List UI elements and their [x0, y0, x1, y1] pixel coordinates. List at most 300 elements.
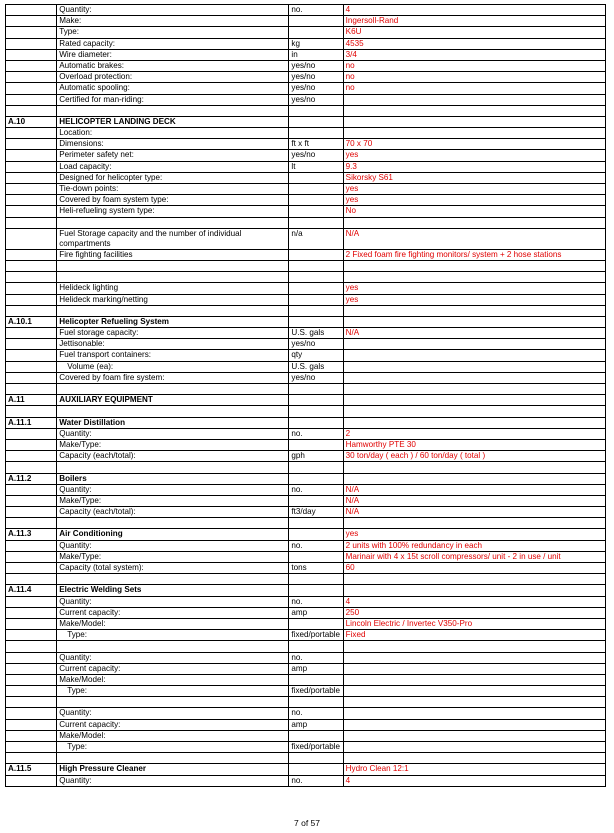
field-label: Location: [57, 128, 289, 139]
section-number [6, 16, 57, 27]
value-cell [343, 94, 605, 105]
section-number: A.10 [6, 116, 57, 127]
section-number [6, 49, 57, 60]
field-label: Helideck marking/netting [57, 294, 289, 305]
table-row [6, 38, 606, 49]
unit-cell [289, 305, 343, 316]
table-row [6, 730, 606, 741]
section-number [6, 742, 57, 753]
field-label: Make/Type: [57, 439, 289, 450]
table-row [6, 618, 606, 629]
section-number [6, 249, 57, 260]
blank-row [6, 753, 606, 764]
value-cell [343, 574, 605, 585]
field-label: Make/Model: [57, 674, 289, 685]
table-row [6, 507, 606, 518]
table-row [6, 607, 606, 618]
field-label: Capacity (total system): [57, 563, 289, 574]
blank-row [6, 105, 606, 116]
unit-cell: tons [289, 563, 343, 574]
unit-cell [289, 249, 343, 260]
unit-cell: no. [289, 596, 343, 607]
unit-cell: no. [289, 484, 343, 495]
section-number: A.11.3 [6, 529, 57, 540]
unit-cell: n/a [289, 228, 343, 249]
value-cell [343, 730, 605, 741]
table-row [6, 361, 606, 372]
blank-row [6, 384, 606, 395]
section-number [6, 618, 57, 629]
table-row [6, 563, 606, 574]
value-cell: 60 [343, 563, 605, 574]
blank-row [6, 641, 606, 652]
section-number [6, 551, 57, 562]
field-label: Electric Welding Sets [57, 585, 289, 596]
value-cell: Hamworthy PTE 30 [343, 439, 605, 450]
section-number [6, 294, 57, 305]
table-row [6, 708, 606, 719]
field-label: Type: [57, 27, 289, 38]
value-cell: yes [343, 195, 605, 206]
field-label: Type: [57, 742, 289, 753]
field-label [57, 384, 289, 395]
value-cell [343, 350, 605, 361]
section-number [6, 27, 57, 38]
unit-cell: no. [289, 652, 343, 663]
section-number [6, 60, 57, 71]
unit-cell [289, 384, 343, 395]
section-number [6, 607, 57, 618]
section-number [6, 38, 57, 49]
value-cell [343, 305, 605, 316]
unit-cell: gph [289, 451, 343, 462]
field-label: Perimeter safety net: [57, 150, 289, 161]
unit-cell: fixed/portable [289, 630, 343, 641]
table-row [6, 83, 606, 94]
section-number [6, 719, 57, 730]
section-number [6, 217, 57, 228]
value-cell: N/A [343, 484, 605, 495]
table-row [6, 484, 606, 495]
section-number [6, 228, 57, 249]
blank-row [6, 574, 606, 585]
field-label: Load capacity: [57, 161, 289, 172]
table-row [6, 294, 606, 305]
value-cell [343, 719, 605, 730]
unit-cell [289, 16, 343, 27]
section-number [6, 105, 57, 116]
value-cell [343, 708, 605, 719]
table-row [6, 60, 606, 71]
field-label: Boilers [57, 473, 289, 484]
field-label: Current capacity: [57, 607, 289, 618]
table-row [6, 439, 606, 450]
section-number [6, 94, 57, 105]
field-label: Fire fighting facilities [57, 249, 289, 260]
field-label [57, 260, 289, 271]
field-label [57, 272, 289, 283]
unit-cell: yes/no [289, 94, 343, 105]
field-label: Wire diameter: [57, 49, 289, 60]
section-number [6, 507, 57, 518]
section-number [6, 406, 57, 417]
unit-cell: no. [289, 428, 343, 439]
value-cell [343, 361, 605, 372]
section-number [6, 563, 57, 574]
blank-row [6, 305, 606, 316]
field-label: Overload protection: [57, 72, 289, 83]
section-number [6, 128, 57, 139]
field-label [57, 574, 289, 585]
value-cell [343, 462, 605, 473]
unit-cell: in [289, 49, 343, 60]
value-cell: K6U [343, 27, 605, 38]
table-row [6, 150, 606, 161]
section-number [6, 730, 57, 741]
table-row [6, 719, 606, 730]
field-label: Automatic brakes: [57, 60, 289, 71]
unit-cell [289, 283, 343, 294]
table-row [6, 350, 606, 361]
unit-cell: yes/no [289, 72, 343, 83]
field-label: High Pressure Cleaner [57, 764, 289, 775]
unit-cell [289, 473, 343, 484]
unit-cell: amp [289, 607, 343, 618]
table-row [6, 5, 606, 16]
value-cell: 30 ton/day ( each ) / 60 ton/day ( total ) [343, 451, 605, 462]
unit-cell [289, 27, 343, 38]
unit-cell [289, 206, 343, 217]
unit-cell: yes/no [289, 83, 343, 94]
field-label: Current capacity: [57, 663, 289, 674]
unit-cell [289, 417, 343, 428]
unit-cell: U.S. gals [289, 361, 343, 372]
section-number [6, 540, 57, 551]
unit-cell [289, 316, 343, 327]
value-cell: yes [343, 529, 605, 540]
value-cell: Marinair with 4 x 15t scroll compressors/ unit - 2 in use / unit [343, 551, 605, 562]
blank-row [6, 217, 606, 228]
value-cell: Fixed [343, 630, 605, 641]
table-row [6, 316, 606, 327]
table-row [6, 395, 606, 406]
value-cell [343, 697, 605, 708]
value-cell [343, 686, 605, 697]
value-cell: 2 units with 100% redundancy in each [343, 540, 605, 551]
section-number [6, 172, 57, 183]
unit-cell [289, 184, 343, 195]
unit-cell: kg [289, 38, 343, 49]
unit-cell [289, 674, 343, 685]
value-cell: 70 x 70 [343, 139, 605, 150]
spec-sheet [5, 4, 606, 787]
value-cell: N/A [343, 507, 605, 518]
field-label [57, 697, 289, 708]
field-label: Quantity: [57, 428, 289, 439]
section-number [6, 350, 57, 361]
value-cell: yes [343, 283, 605, 294]
section-number [6, 72, 57, 83]
field-label: Covered by foam system type: [57, 195, 289, 206]
section-number [6, 339, 57, 350]
field-label: Helicopter Refueling System [57, 316, 289, 327]
value-cell [343, 663, 605, 674]
field-label: Automatic spooling: [57, 83, 289, 94]
value-cell: Sikorsky S61 [343, 172, 605, 183]
field-label [57, 518, 289, 529]
section-number: A.11.5 [6, 764, 57, 775]
section-number [6, 384, 57, 395]
table-row [6, 172, 606, 183]
value-cell [343, 217, 605, 228]
section-number [6, 5, 57, 16]
value-cell [343, 395, 605, 406]
field-label: Fuel storage capacity: [57, 328, 289, 339]
unit-cell [289, 495, 343, 506]
section-number [6, 641, 57, 652]
field-label: Make: [57, 16, 289, 27]
section-number: A.11.1 [6, 417, 57, 428]
table-row [6, 139, 606, 150]
field-label: Helideck lighting [57, 283, 289, 294]
field-label: Quantity: [57, 5, 289, 16]
section-number [6, 674, 57, 685]
field-label: HELICOPTER LANDING DECK [57, 116, 289, 127]
table-row [6, 428, 606, 439]
value-cell [343, 742, 605, 753]
field-label: Capacity (each/total): [57, 451, 289, 462]
table-row [6, 540, 606, 551]
section-number [6, 139, 57, 150]
value-cell: 9.3 [343, 161, 605, 172]
unit-cell [289, 294, 343, 305]
table-row [6, 161, 606, 172]
table-row [6, 451, 606, 462]
field-label [57, 641, 289, 652]
blank-row [6, 272, 606, 283]
table-row [6, 495, 606, 506]
table-row [6, 775, 606, 786]
unit-cell: yes/no [289, 372, 343, 383]
field-label [57, 217, 289, 228]
section-number [6, 206, 57, 217]
table-row [6, 249, 606, 260]
field-label: Type: [57, 686, 289, 697]
value-cell [343, 641, 605, 652]
unit-cell [289, 195, 343, 206]
value-cell [343, 406, 605, 417]
section-number: A.11.2 [6, 473, 57, 484]
value-cell [343, 585, 605, 596]
section-number [6, 708, 57, 719]
table-row [6, 16, 606, 27]
value-cell: 4 [343, 775, 605, 786]
unit-cell: yes/no [289, 339, 343, 350]
section-number [6, 83, 57, 94]
section-number [6, 451, 57, 462]
unit-cell [289, 551, 343, 562]
value-cell: Hydro Clean 12:1 [343, 764, 605, 775]
field-label [57, 462, 289, 473]
value-cell: yes [343, 294, 605, 305]
table-row [6, 94, 606, 105]
unit-cell [289, 462, 343, 473]
table-row [6, 585, 606, 596]
value-cell: yes [343, 184, 605, 195]
unit-cell: yes/no [289, 60, 343, 71]
section-number [6, 195, 57, 206]
table-row [6, 630, 606, 641]
field-label: Volume (ea): [57, 361, 289, 372]
section-number [6, 663, 57, 674]
field-label [57, 406, 289, 417]
unit-cell [289, 518, 343, 529]
value-cell: 4 [343, 596, 605, 607]
section-number [6, 150, 57, 161]
table-row [6, 764, 606, 775]
value-cell [343, 473, 605, 484]
section-number [6, 518, 57, 529]
unit-cell [289, 272, 343, 283]
table-row [6, 372, 606, 383]
unit-cell: ft x ft [289, 139, 343, 150]
unit-cell [289, 217, 343, 228]
table-row [6, 206, 606, 217]
field-label [57, 753, 289, 764]
unit-cell: yes/no [289, 150, 343, 161]
section-number [6, 260, 57, 271]
unit-cell [289, 764, 343, 775]
table-row [6, 27, 606, 38]
value-cell: Lincoln Electric / Invertec V350-Pro [343, 618, 605, 629]
field-label: Make/Model: [57, 730, 289, 741]
value-cell [343, 316, 605, 327]
value-cell [343, 128, 605, 139]
table-row [6, 417, 606, 428]
unit-cell: amp [289, 663, 343, 674]
unit-cell [289, 529, 343, 540]
table-row [6, 551, 606, 562]
blank-row [6, 518, 606, 529]
unit-cell [289, 260, 343, 271]
section-number [6, 652, 57, 663]
table-row [6, 49, 606, 60]
value-cell [343, 652, 605, 663]
unit-cell [289, 172, 343, 183]
value-cell: N/A [343, 328, 605, 339]
field-label: Quantity: [57, 484, 289, 495]
field-label [57, 305, 289, 316]
unit-cell: ft3/day [289, 507, 343, 518]
table-row [6, 596, 606, 607]
unit-cell: no. [289, 5, 343, 16]
blank-row [6, 260, 606, 271]
table-row [6, 195, 606, 206]
value-cell [343, 272, 605, 283]
section-number [6, 686, 57, 697]
unit-cell [289, 585, 343, 596]
unit-cell: qty [289, 350, 343, 361]
unit-cell [289, 116, 343, 127]
unit-cell: no. [289, 775, 343, 786]
field-label: Rated capacity: [57, 38, 289, 49]
unit-cell [289, 730, 343, 741]
table-row [6, 184, 606, 195]
unit-cell [289, 105, 343, 116]
section-number [6, 283, 57, 294]
field-label: Quantity: [57, 652, 289, 663]
section-number [6, 184, 57, 195]
unit-cell: fixed/portable [289, 742, 343, 753]
table-row [6, 686, 606, 697]
unit-cell [289, 641, 343, 652]
field-label: Type: [57, 630, 289, 641]
field-label: Covered by foam fire system: [57, 372, 289, 383]
unit-cell [289, 574, 343, 585]
value-cell [343, 384, 605, 395]
field-label: Dimensions: [57, 139, 289, 150]
section-number [6, 753, 57, 764]
field-label: Make/Type: [57, 551, 289, 562]
field-label: Current capacity: [57, 719, 289, 730]
table-row [6, 116, 606, 127]
section-number [6, 272, 57, 283]
table-row [6, 529, 606, 540]
field-label: Quantity: [57, 540, 289, 551]
value-cell [343, 518, 605, 529]
value-cell [343, 753, 605, 764]
value-cell: N/A [343, 495, 605, 506]
page-number: 7 of 57 [294, 818, 320, 828]
value-cell: 4 [343, 5, 605, 16]
field-label: Capacity (each/total): [57, 507, 289, 518]
value-cell: N/A [343, 228, 605, 249]
unit-cell [289, 395, 343, 406]
field-label: Heli-refueling system type: [57, 206, 289, 217]
field-label: Designed for helicopter type: [57, 172, 289, 183]
field-label: Jettisonable: [57, 339, 289, 350]
field-label: Water Distillation [57, 417, 289, 428]
table-row [6, 328, 606, 339]
section-number: A.10.1 [6, 316, 57, 327]
value-cell [343, 260, 605, 271]
field-label: Quantity: [57, 708, 289, 719]
section-number [6, 439, 57, 450]
value-cell: 250 [343, 607, 605, 618]
field-label [57, 105, 289, 116]
table-row [6, 339, 606, 350]
value-cell: 2 Fixed foam fire fighting monitors/ system + 2 hose stations [343, 249, 605, 260]
section-number [6, 462, 57, 473]
value-cell: 2 [343, 428, 605, 439]
unit-cell: no. [289, 708, 343, 719]
field-label: Air Conditioning [57, 529, 289, 540]
value-cell: 4535 [343, 38, 605, 49]
section-number [6, 428, 57, 439]
section-number [6, 161, 57, 172]
section-number [6, 697, 57, 708]
unit-cell: fixed/portable [289, 686, 343, 697]
unit-cell [289, 618, 343, 629]
value-cell [343, 105, 605, 116]
section-number: A.11 [6, 395, 57, 406]
value-cell: yes [343, 150, 605, 161]
value-cell: Ingersoll-Rand [343, 16, 605, 27]
section-number [6, 328, 57, 339]
value-cell [343, 372, 605, 383]
table-row [6, 228, 606, 249]
field-label: AUXILIARY EQUIPMENT [57, 395, 289, 406]
